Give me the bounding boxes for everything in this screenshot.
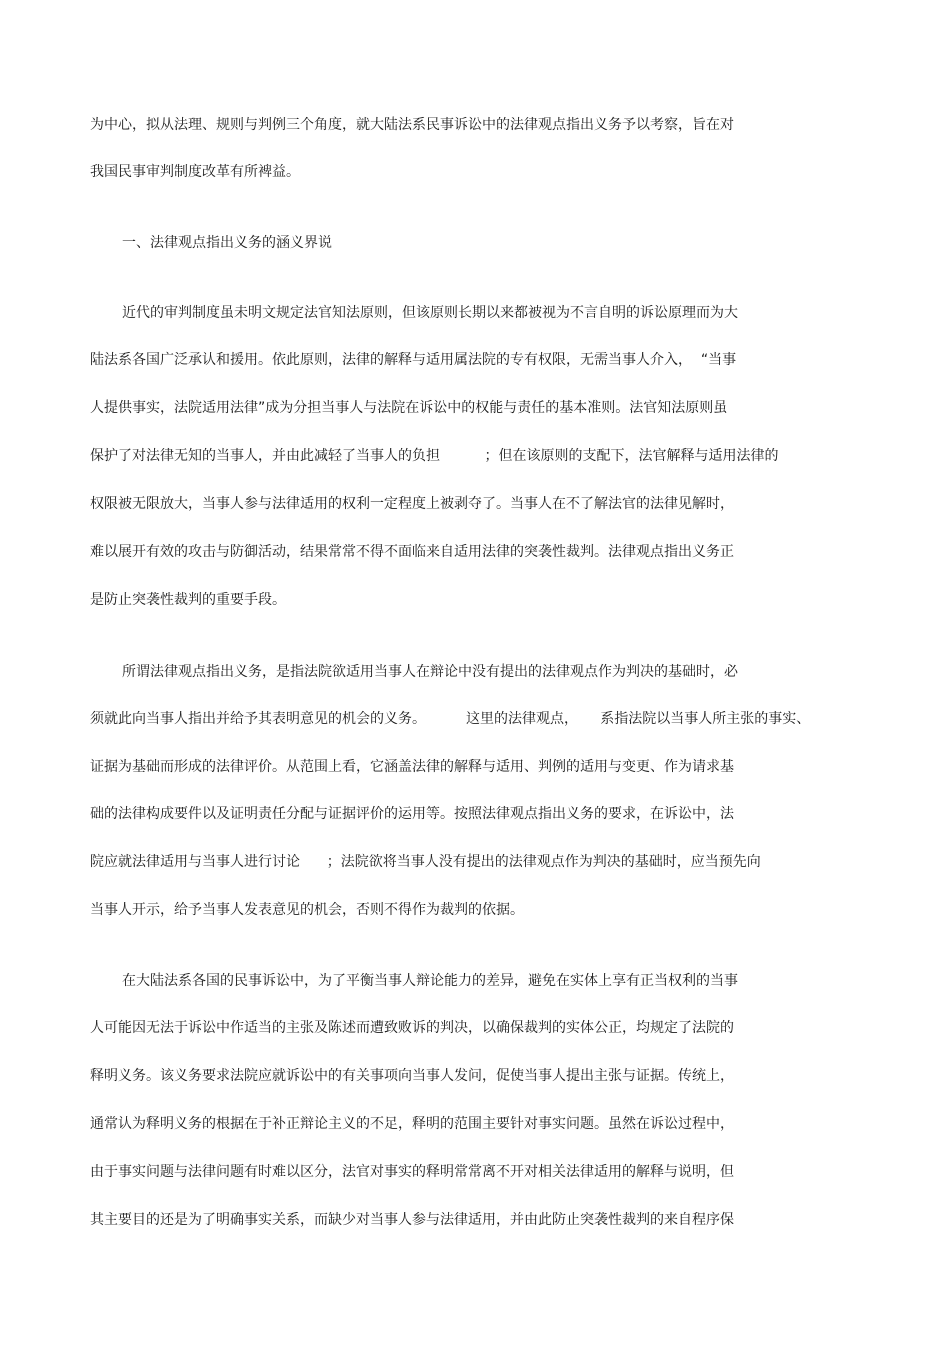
text-line: 由于事实问题与法律问题有时难以区分，法官对事实的释明常常离不开对相关法律适用的解释与说明，但 — [90, 1164, 734, 1180]
text-line: 人提供事实，法院适用法律”成为分担当事人与法院在诉讼中的权能与责任的基本准则。法官知法原则虽 — [90, 400, 728, 416]
text-line: 人可能因无法于诉讼中作适当的主张及陈述而遭致败诉的判决，以确保裁判的实体公正，均规定了法院的 — [90, 1020, 734, 1036]
text-line: 证据为基础而形成的法律评价。从范围上看，它涵盖法律的解释与适用、判例的适用与变更、作为请求基 — [90, 759, 734, 775]
text-line: 通常认为释明义务的根据在于补正辩论主义的不足，释明的范围主要针对事实问题。虽然在诉讼过程中， — [90, 1116, 734, 1132]
text-line: 陆法系各国广泛承认和援用。依此原则，法律的解释与适用属法院的专有权限，无需当事人介入， “当事 — [90, 352, 737, 368]
text-line: 保护了对法律无知的当事人，并由此减轻了当事人的负担 ；但在该原则的支配下，法官解释与适用法律的 — [90, 448, 779, 464]
text-line: 所谓法律观点指出义务，是指法院欲适用当事人在辩论中没有提出的法律观点作为判决的基础时，必 — [122, 664, 738, 680]
section-heading: 一、法律观点指出义务的涵义界说 — [122, 235, 332, 251]
text-line: 须就此向当事人指出并给予其表明意见的机会的义务。 这里的法律观点， 系指法院以当事人所主张的事实、 — [90, 711, 811, 727]
text-line: 为中心，拟从法理、规则与判例三个角度，就大陆法系民事诉讼中的法律观点指出义务予以考察，旨在对 — [90, 117, 734, 133]
text-line: 础的法律构成要件以及证明责任分配与证据评价的运用等。按照法律观点指出义务的要求，在诉讼中，法 — [90, 806, 734, 822]
text-line: 是防止突袭性裁判的重要手段。 — [90, 592, 286, 608]
text-line: 在大陆法系各国的民事诉讼中，为了平衡当事人辩论能力的差异，避免在实体上享有正当权利的当事 — [122, 973, 738, 989]
text-line: 院应就法律适用与当事人进行讨论 ；法院欲将当事人没有提出的法律观点作为判决的基础时，应当预先向 — [90, 854, 761, 870]
text-line: 释明义务。该义务要求法院应就诉讼中的有关事项向当事人发问，促使当事人提出主张与证据。传统上， — [90, 1068, 734, 1084]
text-line: 当事人开示，给予当事人发表意见的机会，否则不得作为裁判的依据。 — [90, 902, 524, 918]
text-line: 难以展开有效的攻击与防御活动，结果常常不得不面临来自适用法律的突袭性裁判。法律观点指出义务正 — [90, 544, 734, 560]
text-line: 我国民事审判制度改革有所裨益。 — [90, 164, 300, 180]
text-line: 近代的审判制度虽未明文规定法官知法原则，但该原则长期以来都被视为不言自明的诉讼原理而为大 — [122, 305, 738, 321]
text-line: 权限被无限放大，当事人参与法律适用的权利一定程度上被剥夺了。当事人在不了解法官的法律见解时， — [90, 496, 734, 512]
text-line: 其主要目的还是为了明确事实关系，而缺少对当事人参与法律适用，并由此防止突袭性裁判的来自程序保 — [90, 1212, 734, 1228]
